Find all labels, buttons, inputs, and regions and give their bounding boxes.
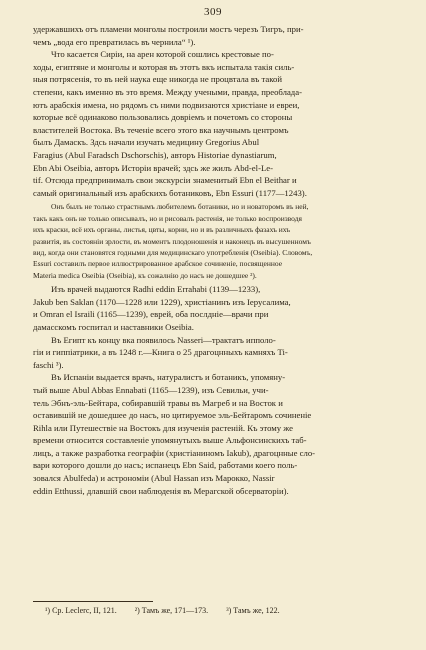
text-line: ходы, египтяне и монголы и которая въ этотъ вкъ испытала такія силь- (33, 61, 295, 72)
text-line: дамасскомъ госпитал и наставники Oseibia. (33, 321, 194, 332)
text-line: чемъ „вода его превратилась въ чернила“ ¹). (33, 36, 196, 47)
text-line: которые всё одинаково пользовались довріемъ и почетомъ со стороны (33, 112, 293, 123)
body-text (33, 23, 406, 497)
text-line: тый выше Abul Abbas Ennabati (1165—1239), изъ Севильи, учи- (33, 384, 269, 395)
text-line: удержавшихъ отъ пламени монголы построили мостъ черезъ Тигръ, при- (33, 24, 304, 34)
note-line: развитія, въ состояніи зрлости, въ моментъ плодоношенія и наконецъ въ высушенномъ (33, 236, 311, 246)
text-line: тель Эбнъ-эль-Бейтара, собиравшій травы въ Магреб и на Восток и (33, 397, 283, 408)
text-line: Изъ врачей выдаются Radhi eddin Errahabi (1139—1233), (51, 284, 261, 295)
note-line: Materia medica Oseibia (Oseibia), къ сожалнію до насъ не дошедшее ²). (33, 270, 257, 280)
footnotes (45, 605, 406, 616)
text-line: Rihla или Путешествіе на Востокъ для изученія растеній. Къ этому же (33, 422, 294, 433)
text-line: Что касается Сиріи, на арен которой сошлись крестовые по- (51, 49, 274, 60)
footnote: ³) Тамъ же, 122. (226, 606, 280, 615)
text-line: Jakub ben Saklan (1170—1228 или 1229), христіанинъ изъ Іерусалима, (33, 296, 291, 307)
text-line: гіи и гиппіатрики, а въ 1248 г.—Книга о 25 драгоцнныхъ камняхъ Ti- (33, 347, 288, 358)
text-line: времени относится составленіе упомянутыхъ выше Альфонсинскихъ таб- (33, 435, 307, 446)
note-line: такъ какъ онъ не только описывалъ, но и рисовалъ растенія, не только воспроизводя (33, 213, 302, 223)
note-line: ихъ краски, всё ихъ органы, листья, цвты, корни, но и въ различныхъ фазахъ ихъ (33, 225, 291, 235)
text-line: властителей Востока. Въ теченіе всего этого вка научнымъ центромъ (33, 124, 289, 135)
text-line: оставившій не дошедшее до насъ, но цитируемое эль-Бейтаромъ сочиненіе (33, 410, 312, 421)
text-line: степени, какъ именно въ это время. Между учеными, правда, преоблада- (33, 86, 302, 97)
text-line: Ebn Abi Oseibia, авторъ Исторіи врачей; здсь же жилъ Abd-el-Le- (33, 162, 274, 173)
small-print-note (33, 201, 406, 281)
text-line: tif. Отсюда предпринималъ свои экскурсіи знаменитый Ebn el Beithar и (33, 175, 297, 186)
text-line: Въ Испаніи выдается врачъ, натуралистъ и ботаникъ, упомяну- (51, 372, 286, 383)
text-line: зовался Abulfeda) и астрономіи (Abul Hassan изъ Марокко, Nassir (33, 473, 275, 484)
note-line: вид, когда они становятся годными для медицинскаго употребленія (Oseibia). Словомъ, (33, 247, 313, 257)
text-line: Въ Египт къ концу вка появилось Nasseri—трактатъ ипполо- (51, 334, 276, 345)
page-number: 309 (204, 6, 222, 18)
text-line: самый оригинальный изъ арабскихъ ботаниковъ, Ebn Essuri (1177—1243). (33, 187, 307, 198)
text-line: вари которого дошли до насъ; испанецъ Ebn Said, работами коего поль- (33, 460, 298, 471)
text-line: и Omran el Israili (1165—1239), еврей, оба послдніе—врачи при (33, 309, 269, 320)
footnote: ²) Тамъ же, 171—173. (134, 606, 209, 615)
text-line: eddin Etthussi, длавшій свои наблюденія въ Мерагской обсерваторіи). (33, 485, 289, 496)
text-line: faschi ³). (33, 359, 64, 370)
text-line: лицъ, а также разработка географіи (христіаниномъ Iakub), драгоцнные сло- (33, 447, 316, 458)
text-line: былъ Дамаскъ. Здсь начали изучать медицину Gregorius Abul (33, 137, 260, 148)
text-line: ныя потрясенія, то въ ней наука еще никогда не процвтала въ такой (33, 74, 282, 85)
text-line: ютъ арабскія имена, но рядомъ съ ними подвизаются христіане и евреи, (33, 99, 300, 110)
text-line: Faragius (Abul Faradsch Dschorschis), авторъ Historiae dynastiarum, (33, 149, 277, 160)
note-line: Essuri составилъ первое иллюстрированное арабское сочиненіе, посвященное (33, 259, 283, 269)
note-line: Онъ былъ не только страстнымъ любителемъ ботаники, но и новаторомъ въ ней, (51, 202, 309, 212)
footnote: ¹) Ср. Leclerc, II, 121. (45, 606, 117, 615)
footnote-rule (33, 601, 153, 602)
